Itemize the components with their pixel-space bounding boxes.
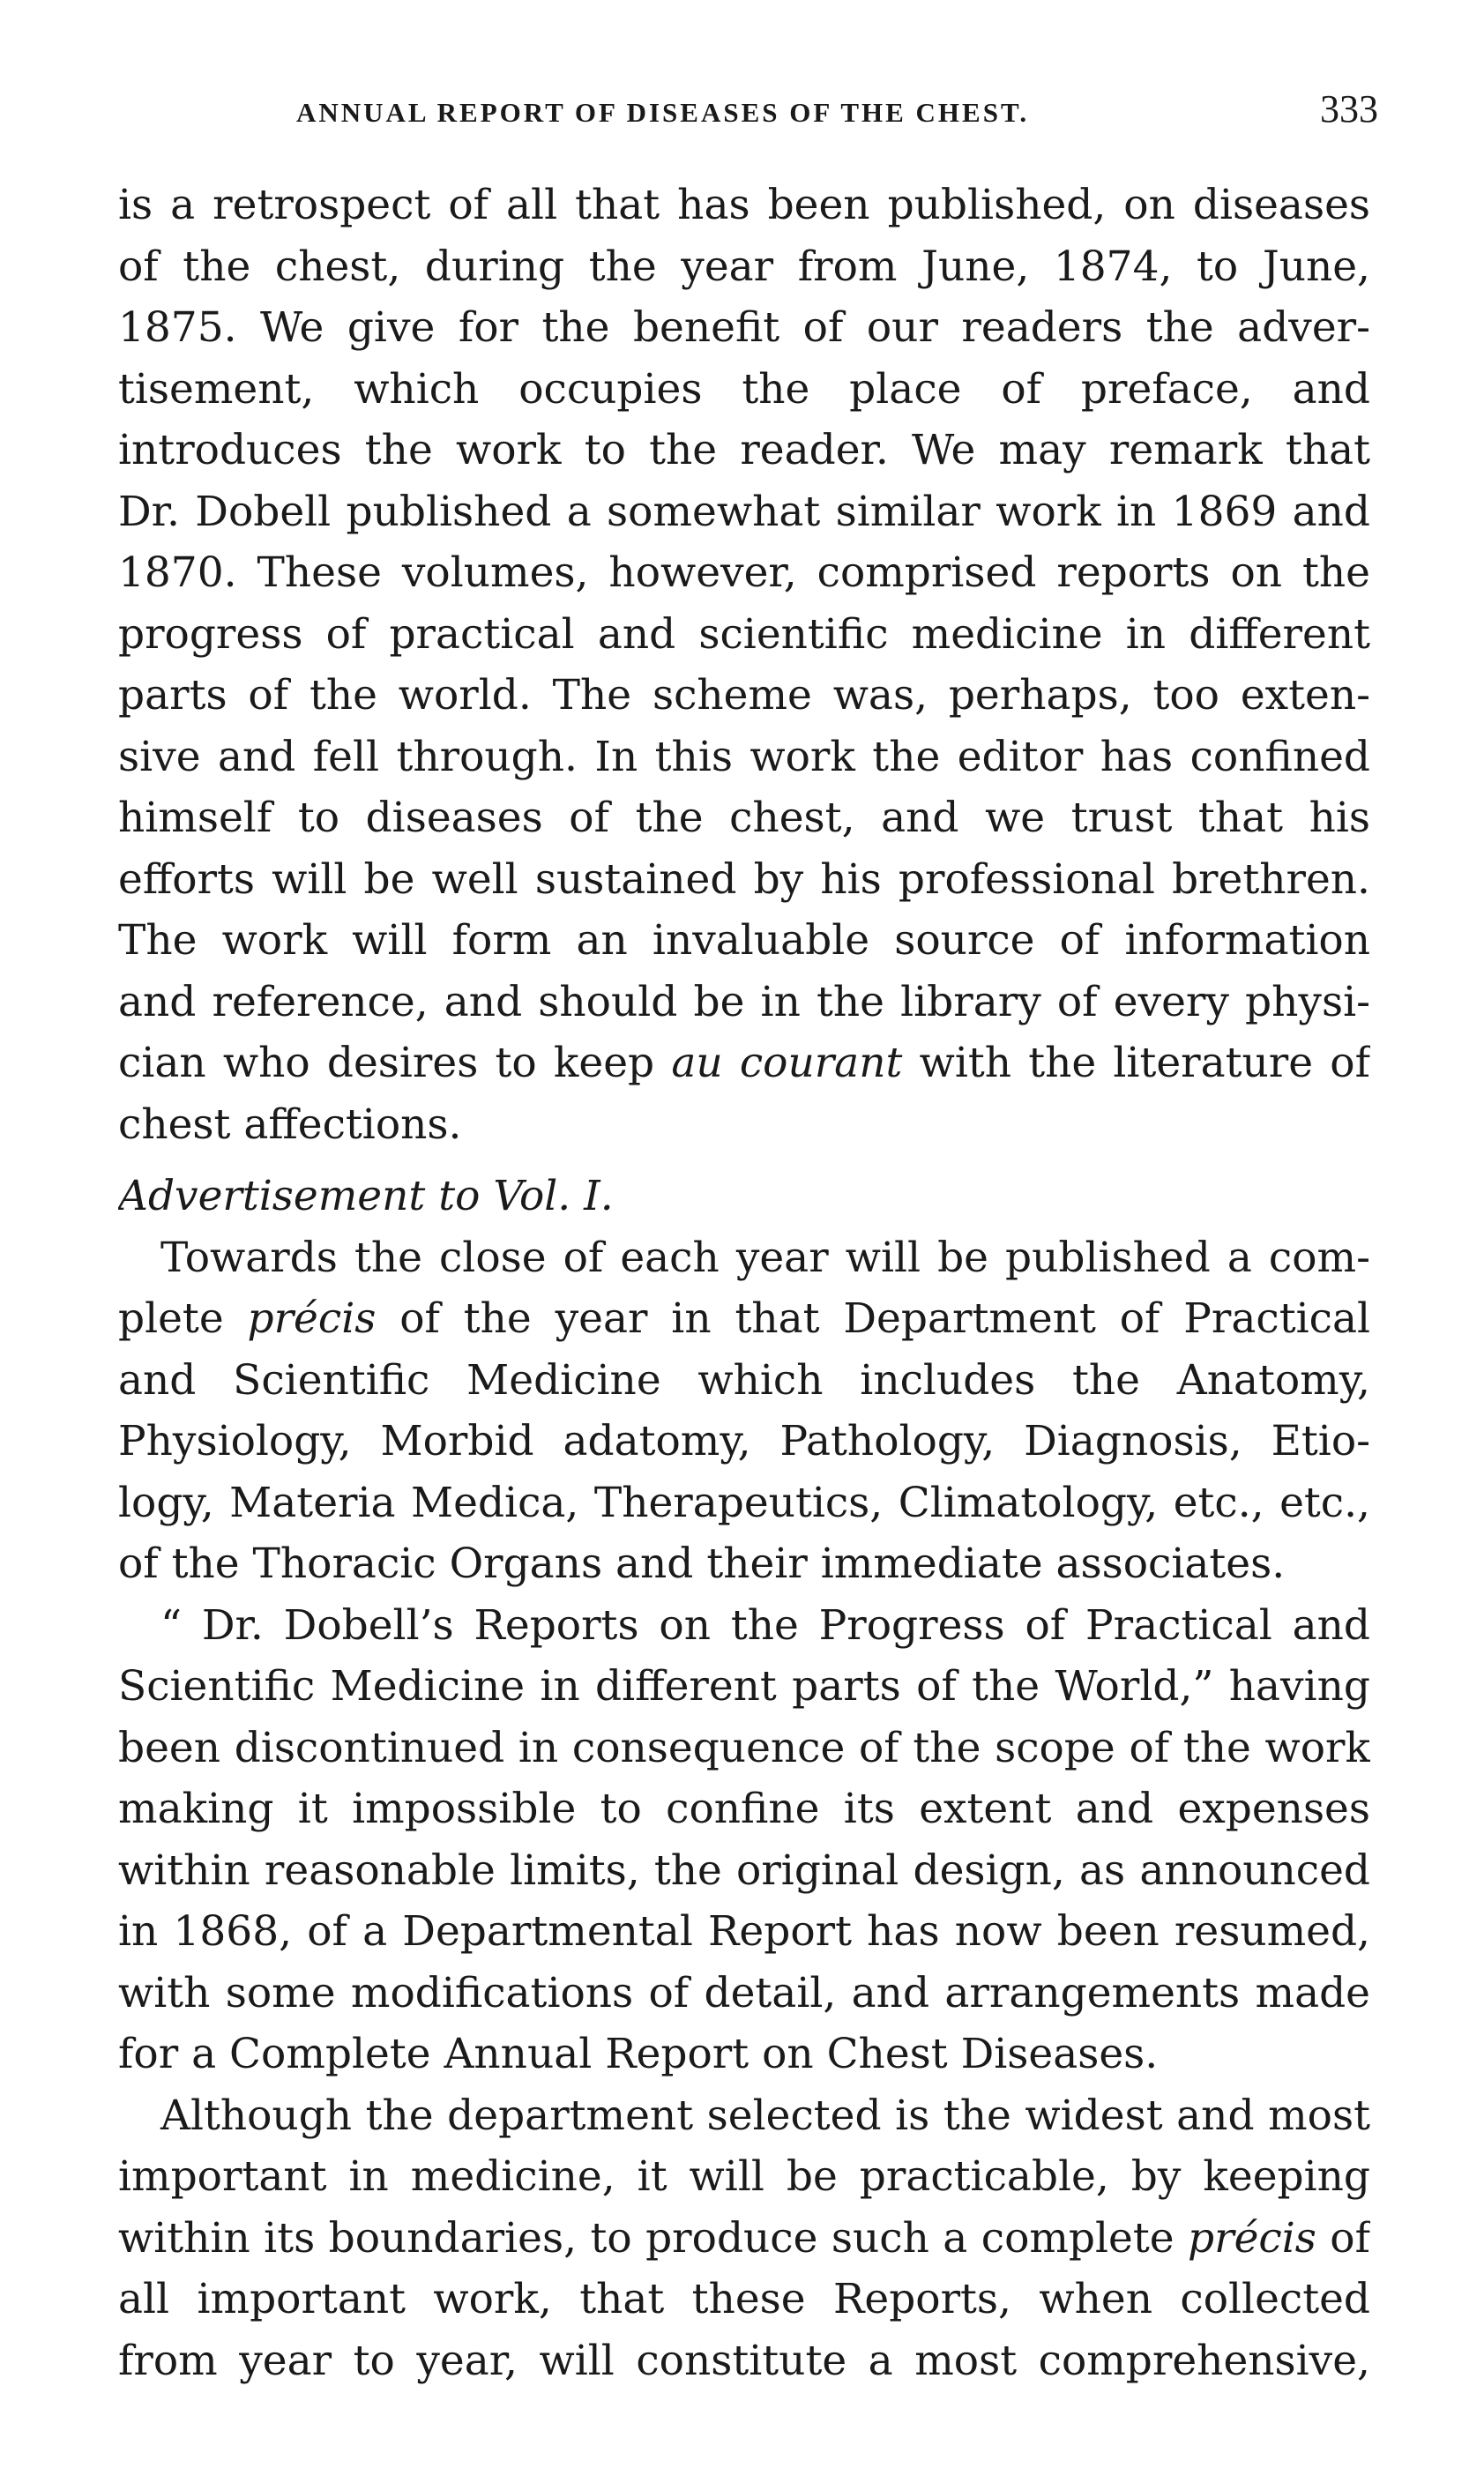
italic-phrase: précis [1188, 2213, 1316, 2263]
running-title: ANNUAL REPORT OF DISEASES OF THE CHEST. [296, 97, 1030, 128]
text-line: Physiology, Morbid adatomy, Pathology, Diagnosis, Etio- [118, 1417, 1370, 1465]
text-line: tisement, which occupies the place of preface, and [118, 364, 1370, 414]
text-line [118, 2208, 1370, 2270]
text-line: himself to diseases of the chest, and we trust that his [118, 794, 1370, 842]
text-line: all important work, that these Reports, when collected [118, 2275, 1370, 2323]
text-line: important in medicine, it will be practicable, by keeping [118, 2152, 1370, 2201]
text-line: “ Dr. Dobell’s Reports on the Progress of Practical and [160, 1600, 1370, 1650]
text-line: introduces the work to the reader. We may remark that [118, 426, 1370, 474]
text-line: progress of practical and scientific medicine in different [118, 609, 1370, 659]
text-line: 1870. These volumes, however, comprised reports on the [118, 548, 1370, 597]
text-run: of the year in that Department of Practical [376, 1294, 1370, 1343]
text-line: of the Thoracic Organs and their immediate associates. [118, 1540, 1286, 1588]
text-line: Scientific Medicine in different parts of the World,” having [118, 1662, 1370, 1711]
italic-phrase: au courant [671, 1039, 903, 1087]
paragraph-review [118, 175, 1370, 1155]
text-line: logy, Materia Medica, Therapeutics, Climatology, etc., etc., [118, 1478, 1370, 1527]
paragraph-reports [118, 1595, 1370, 2085]
text-line: 1875. We give for the benefit of our readers the adver- [118, 303, 1370, 352]
text-line: of the chest, during the year from June, 1874, to June, [118, 242, 1370, 291]
text-line: chest affections. [118, 1100, 462, 1149]
text-line: within reasonable limits, the original design, as announced [118, 1845, 1370, 1895]
text-line [118, 1288, 1370, 1350]
text-run: with the literature of [902, 1039, 1370, 1087]
text-line: with some modifications of detail, and arrangements made [118, 1968, 1370, 2017]
text-line: parts of the world. The scheme was, perhaps, too exten- [118, 671, 1370, 720]
text-line: The work will form an invaluable source of information [118, 916, 1370, 965]
text-line: in 1868, of a Departmental Report has now been resumed, [118, 1907, 1370, 1956]
text-line: for a Complete Annual Report on Chest Diseases. [118, 2030, 1159, 2078]
text-line: from year to year, will constitute a most comprehensive, [118, 2336, 1370, 2385]
text-line: and Scientific Medicine which includes the Anatomy, [118, 1355, 1370, 1405]
text-line: efforts will be well sustained by his professional brethren. [118, 854, 1370, 904]
text-run: cian who desires to keep [118, 1039, 672, 1087]
text-line: is a retrospect of all that has been published, on diseases [118, 181, 1370, 229]
page-number: 333 [1320, 87, 1378, 130]
text-line: Towards the close of each year will be published a com- [160, 1233, 1370, 1282]
text-line: been discontinued in consequence of the scope of the work [118, 1723, 1370, 1772]
text-run: within its boundaries, to produce such a complete [118, 2213, 1189, 2263]
text-line: and reference, and should be in the library of every physi- [118, 977, 1370, 1026]
text-line: Although the department selected is the widest and most [160, 2091, 1370, 2140]
text-line: sive and fell through. In this work the editor has confined [118, 732, 1370, 781]
text-run: plete [118, 1294, 248, 1343]
italic-phrase: précis [247, 1294, 377, 1343]
paragraph-advertisement [118, 1227, 1370, 1595]
text-line: making it impossible to confine its extent and expenses [118, 1785, 1370, 1833]
text-run: of [1316, 2213, 1370, 2263]
page-body [118, 175, 1370, 2391]
section-heading: Advertisement to Vol. I. [118, 1172, 614, 1220]
paragraph-department [118, 2085, 1370, 2392]
text-line [118, 1033, 1370, 1094]
page-header [120, 86, 1378, 139]
text-line: Dr. Dobell published a somewhat similar work in 1869 and [118, 487, 1370, 536]
